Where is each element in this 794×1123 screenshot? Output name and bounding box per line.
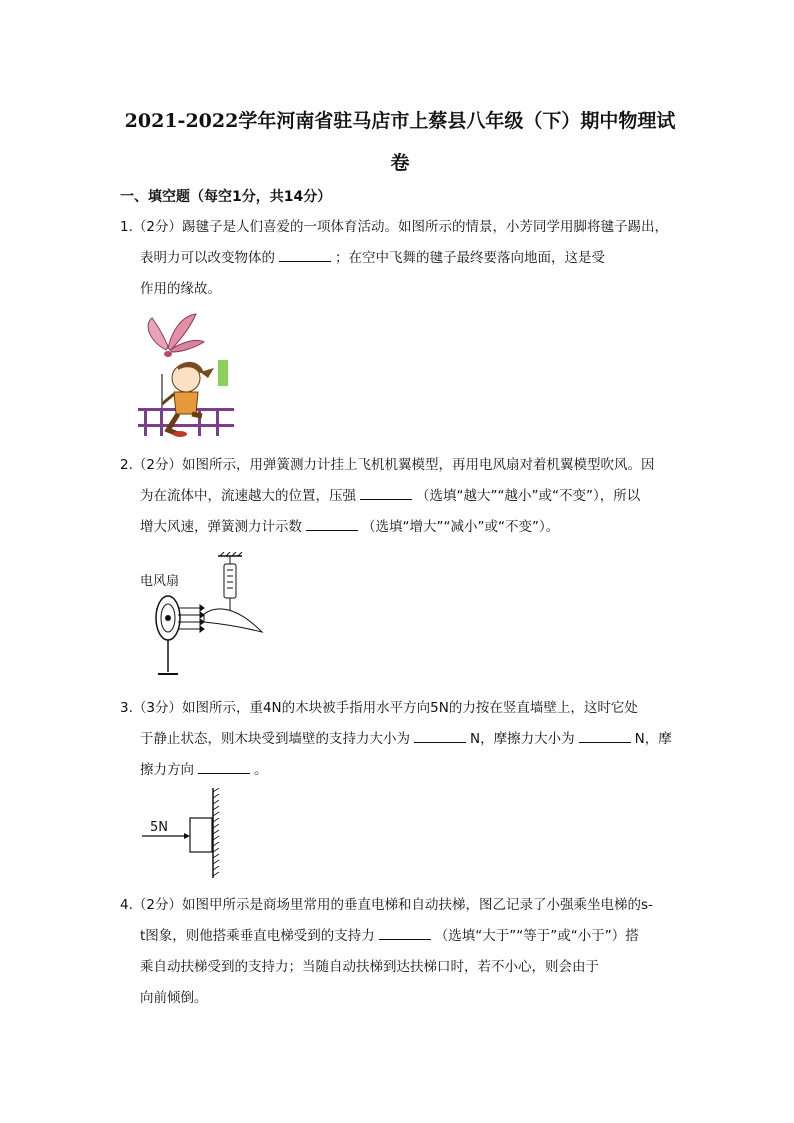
question-3-text-c: N，摩 — [634, 731, 672, 747]
section-heading: 一、填空题（每空1分，共14分） — [120, 189, 332, 205]
question-4-line3: 乘自动扶梯受到的支持力；当随自动扶梯到达扶梯口时，若不小心，则会由于 — [140, 959, 599, 975]
question-3-text-d: 擦力方向 — [140, 762, 194, 778]
question-1-line2 — [120, 243, 680, 274]
question-4-text-b: （选填“大于”“等于”或“小于”）搭 — [434, 928, 639, 944]
question-1 — [120, 212, 680, 305]
question-1-line1: 1.（2分）踢毽子是人们喜爱的一项体育活动。如图所示的情景，小芳同学用脚将毽子踢出， — [120, 219, 668, 235]
answer-blank[interactable] — [579, 730, 631, 743]
question-2-line1: 2.（2分）如图所示，用弹簧测力计挂上飞机机翼模型，再用电风扇对着机翼模型吹风。因 — [120, 457, 655, 473]
question-3-text-e: 。 — [254, 762, 268, 778]
question-3-line3 — [120, 755, 680, 786]
exam-title-line2: 卷 — [390, 152, 410, 174]
answer-blank[interactable] — [198, 761, 250, 774]
answer-blank[interactable] — [414, 730, 466, 743]
answer-blank[interactable] — [360, 487, 412, 500]
question-1-text-a: 表明力可以改变物体的 — [140, 250, 275, 266]
question-1-text-b: ；在空中飞舞的毽子最终要落向地面，这是受 — [335, 250, 605, 266]
question-2-text-b: （选填“越大”“越小”或“不变”），所以 — [416, 488, 641, 504]
question-2-text-c: 增大风速，弹簧测力计示数 — [140, 519, 302, 535]
question-4-line2 — [120, 921, 680, 952]
question-3-line2 — [120, 724, 680, 755]
question-2-line3 — [120, 512, 680, 543]
question-2-text-a: 为在流体中，流速越大的位置，压强 — [140, 488, 356, 504]
question-4-line1: 4.（2分）如图甲所示是商场里常用的垂直电梯和自动扶梯，图乙记录了小强乘坐电梯的s- — [120, 897, 653, 913]
question-3-line1: 3.（3分）如图所示，重4N的木块被手指用水平方向5N的力按在竖直墙壁上，这时它处 — [120, 700, 638, 716]
question-4 — [120, 890, 680, 1014]
fan-wing-figure — [138, 552, 268, 680]
question-2 — [120, 450, 680, 543]
question-3 — [120, 693, 680, 786]
answer-blank[interactable] — [306, 518, 358, 531]
block-wall-figure — [140, 788, 230, 880]
fan-label: 电风扇 — [140, 574, 180, 589]
question-1-line3: 作用的缘故。 — [140, 281, 221, 297]
force-label: 5N — [150, 820, 168, 835]
question-3-text-b: N，摩擦力大小为 — [470, 731, 575, 747]
question-4-line4: 向前倾倒。 — [140, 990, 208, 1006]
question-4-text-a: t图象，则他搭乘垂直电梯受到的支持力 — [140, 928, 375, 944]
answer-blank[interactable] — [379, 927, 431, 940]
question-2-text-d: （选填“增大”“减小”或“不变”）。 — [362, 519, 560, 535]
answer-blank[interactable] — [279, 249, 331, 262]
exam-title-line1: 2021-2022学年河南省驻马店市上蔡县八年级（下）期中物理试 — [124, 110, 676, 132]
question-2-line2 — [120, 481, 680, 512]
question-3-text-a: 于静止状态，则木块受到墙壁的支持力大小为 — [140, 731, 410, 747]
shuttlecock-kick-figure — [138, 312, 234, 440]
